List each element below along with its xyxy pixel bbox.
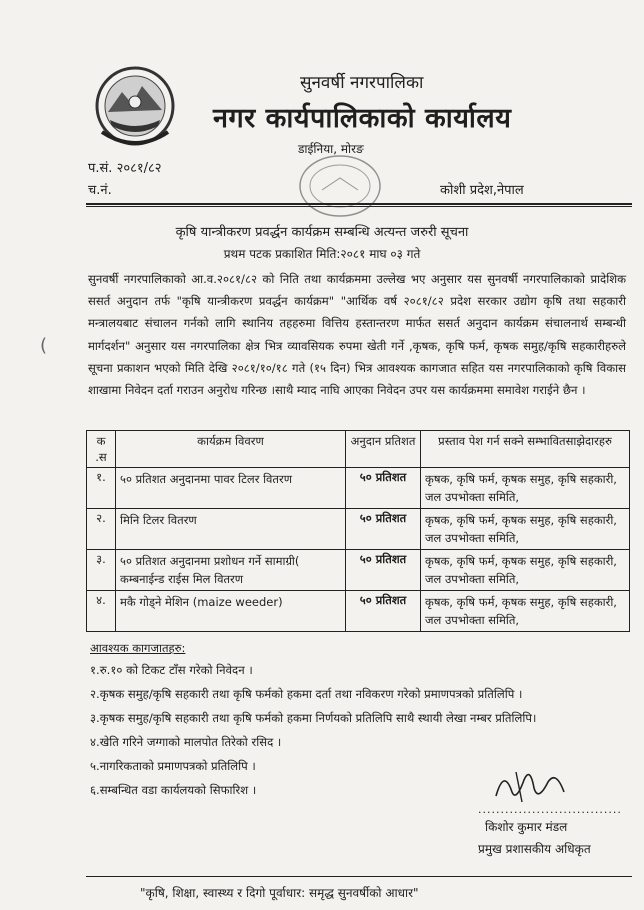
- col-programme: कार्यक्रम विवरण: [116, 431, 346, 468]
- header-divider: [86, 203, 632, 205]
- row-serial: २.: [87, 509, 116, 550]
- office-stamp-icon: [292, 150, 388, 220]
- page-crease-mark: (: [40, 335, 48, 356]
- footer-divider: [86, 876, 632, 877]
- signature-line: ................................: [478, 803, 622, 816]
- dispatch-number: च.नं.: [88, 183, 112, 198]
- requirement-item: ५.नागरिकताको प्रमाणपत्रको प्रतिलिपि ।: [90, 759, 256, 773]
- row-subsidy: ५० प्रतिशत: [346, 550, 421, 591]
- table-row: [87, 509, 630, 550]
- col-serial: क .स: [87, 431, 116, 468]
- col-partners: प्रस्ताव पेश गर्न सक्ने सम्भावितसाझेदारहरु: [421, 431, 630, 468]
- requirement-item: ३.कृषक समुह/कृषि सहकारी तथा कृषि फर्मको हकमा निर्णयको प्रतिलिपि साथै स्थायी लेखा नम्बर प्रतिलिपि।: [90, 711, 537, 725]
- row-subsidy: ५० प्रतिशत: [346, 468, 421, 509]
- office-location: डाईनिया, मोरङ: [298, 142, 364, 156]
- row-partners: कृषक, कृषि फर्म, कृषक समुह, कृषि सहकारी, जल उपभोक्ता समिति,: [421, 550, 630, 591]
- requirements-heading: आवश्यक कागजातहरु:: [90, 641, 186, 655]
- row-serial: ४.: [87, 591, 116, 632]
- signatory-name: किशोर कुमार मंडल: [485, 820, 568, 834]
- signatory-title: प्रमुख प्रशासकीय अधिकृत: [478, 842, 591, 856]
- table-row: [87, 591, 630, 632]
- requirement-item: २.कृषक समुह/कृषि सहकारी तथा कृषि फर्मको हकमा दर्ता तथा नविकरण गरेको प्रमाणपत्रको प्रतिलिपि ।: [90, 687, 523, 701]
- row-partners: कृषक, कृषि फर्म, कृषक समुह, कृषि सहकारी, जल उपभोक्ता समिति,: [421, 468, 630, 509]
- programme-table: [86, 430, 630, 632]
- table-header-row: [87, 431, 630, 468]
- row-serial: ३.: [87, 550, 116, 591]
- signature-icon: [486, 762, 572, 808]
- municipality-emblem-icon: [92, 62, 178, 150]
- requirement-item: ६.सम्बन्धित वडा कार्यलयको सिफारिश ।: [90, 783, 257, 797]
- row-description: मकै गोड्ने मेशिन (maize weeder): [116, 591, 346, 632]
- footer-motto: "कृषि, शिक्षा, स्वास्थ्य र दिगो पूर्वाधार: समृद्ध सुनवर्षीको आधार": [140, 886, 419, 900]
- row-serial: १.: [87, 468, 116, 509]
- col-subsidy: अनुदान प्रतिशत: [346, 431, 421, 468]
- row-partners: कृषक, कृषि फर्म, कृषक समुह, कृषि सहकारी, जल उपभोक्ता समिति,: [421, 591, 630, 632]
- notice-title: कृषि यान्त्रीकरण प्रवर्द्धन कार्यक्रम सम्बन्धि अत्यन्त जरुरी सूचना: [175, 225, 469, 240]
- notice-date: प्रथम पटक प्रकाशित मिति:२०८१ माघ ०३ गते: [223, 247, 421, 261]
- row-subsidy: ५० प्रतिशत: [346, 509, 421, 550]
- province-label: कोशी प्रदेश,नेपाल: [440, 183, 524, 198]
- office-title: नगर कार्यपालिकाको कार्यालय: [213, 103, 512, 134]
- municipality-name: सुनवर्षी नगरपालिका: [300, 73, 424, 93]
- row-description: ५० प्रतिशत अनुदानमा प्रशोधन गर्ने सामाग्री( कम्बनाईन्ड राईस मिल वितरण: [116, 550, 346, 591]
- reference-number: प.सं. २०८१/८२: [88, 161, 162, 176]
- row-description: ५० प्रतिशत अनुदानमा पावर टिलर वितरण: [116, 468, 346, 509]
- header-divider-thin: [86, 206, 632, 207]
- row-description: मिनि टिलर वितरण: [116, 509, 346, 550]
- requirement-item: ४.खेति गरिने जग्गाको मालपोत तिरेको रसिद ।: [90, 735, 282, 749]
- table-row: [87, 550, 630, 591]
- notice-body: सुनवर्षी नगरपालिकाको आ.व.२०८१/८२ को निति तथा कार्यक्रममा उल्लेख भए अनुसार यस सुनवर्षी नगरपालिकाको प्रादेशिक ससर्त अनुदान तर्फ "कृषि यान्त्रीकरण प्रवर्द्धन कार्यक्रम" "आर्थिक वर्ष २०८१/८२ प्रदेश सरकार उद्योग कृषि तथा सहकारी मन्त्रालयबाट संचालन गर्नको लागि स्थानिय तहहरुमा वित्तिय हस्तान्तरण मार्फत ससर्त अनुदान कार्यक्रम संचालनार्थ सम्बन्धी मार्गदर्शन" अनुसार यस नगरपालिका क्षेत्र भित्र व्यावसियक रुपमा खेती गर्ने ,कृषक, कृषि फर्म, कृषक समुह/कृषि सहकारीहरुले सूचना प्रकाशन भएको मिति देखि २०८१/१०/१८ गते (१५ दिन) भित्र आवश्यक कागजात सहित यस नगरपालिकाको कृषि विकास शाखामा निवेदन दर्ता गराउन अनुरोध गरिन्छ ।साथै म्याद नाघि आएका निवेदन उपर यस कार्यक्रममा समावेश गराईने छैन ।: [88, 272, 626, 398]
- row-partners: कृषक, कृषि फर्म, कृषक समुह, कृषि सहकारी, जल उपभोक्ता समिति,: [421, 509, 630, 550]
- row-subsidy: ५० प्रतिशत: [346, 591, 421, 632]
- table-row: [87, 468, 630, 509]
- requirement-item: १.रु.१० को टिकट टाँस गरेको निवेदन ।: [90, 663, 253, 677]
